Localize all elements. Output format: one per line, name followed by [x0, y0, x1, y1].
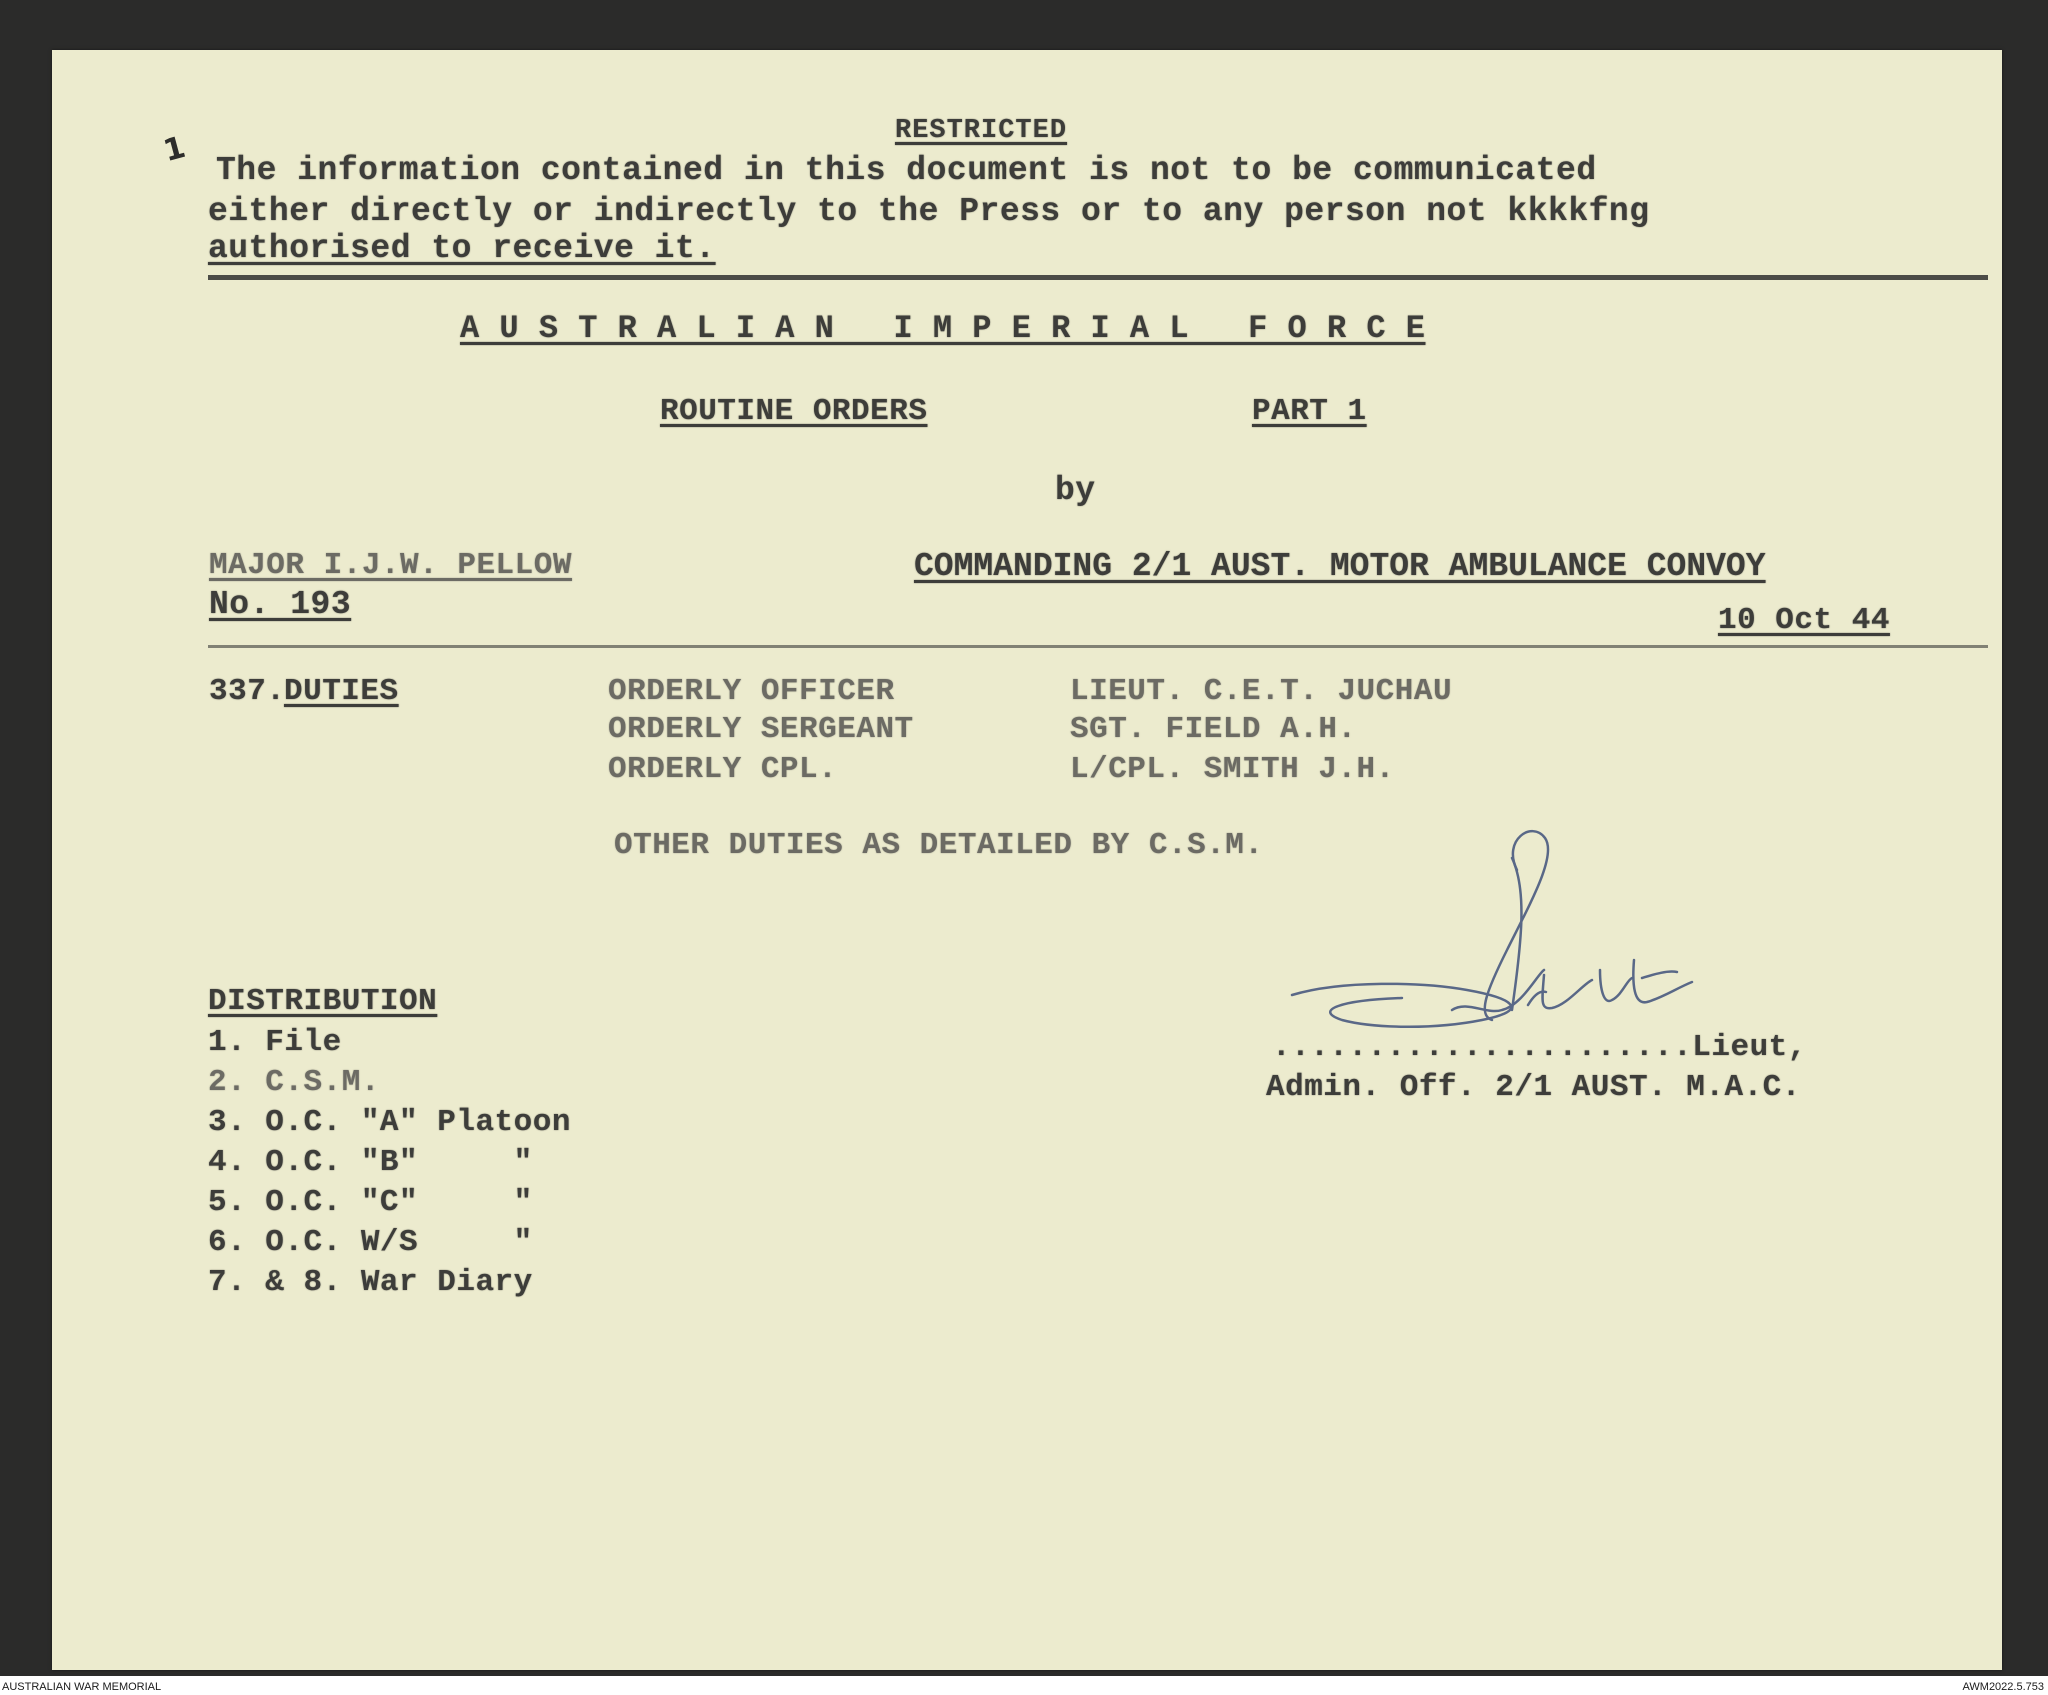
distribution-item: 7. & 8. War Diary	[208, 1265, 533, 1300]
notice-line-1: The information contained in this document is not to be communicated	[216, 152, 1597, 189]
distribution-item: 4. O.C. "B" "	[208, 1145, 533, 1180]
command-title: COMMANDING 2/1 AUST. MOTOR AMBULANCE CONVOY	[914, 548, 1766, 585]
footer-left: AUSTRALIAN WAR MEMORIAL	[2, 1681, 162, 1693]
footer-bar	[0, 1676, 2048, 1695]
duty-role-1: ORDERLY OFFICER	[608, 674, 895, 709]
distribution-item: 1. File	[208, 1025, 342, 1060]
orders-number: No. 193	[209, 586, 352, 623]
duty-role-3: ORDERLY CPL.	[608, 752, 838, 787]
section-rule	[208, 645, 1988, 648]
by-label: by	[1055, 472, 1096, 509]
footer-right: AWM2022.5.753	[1962, 1681, 2044, 1693]
notice-line-3: authorised to receive it.	[208, 230, 716, 267]
notice-line-2: either directly or indirectly to the Press or to any person not kkkkfng	[208, 193, 1650, 230]
duty-name-3: L/CPL. SMITH J.H.	[1070, 752, 1395, 787]
duties-heading: DUTIES	[284, 674, 399, 709]
commander-name: MAJOR I.J.W. PELLOW	[209, 548, 572, 583]
signature-line: ......................Lieut,	[1272, 1030, 1807, 1065]
document-page	[52, 50, 2002, 1670]
header-rule	[208, 275, 1988, 280]
duty-name-2: SGT. FIELD A.H.	[1070, 712, 1357, 747]
other-duties: OTHER DUTIES AS DETAILED BY C.S.M.	[614, 828, 1264, 863]
routine-orders: ROUTINE ORDERS	[660, 394, 928, 429]
document-title: A U S T R A L I A N I M P E R I A L F O R C E	[460, 310, 1426, 347]
distribution-item: 5. O.C. "C" "	[208, 1185, 533, 1220]
margin-mark: 1	[159, 129, 190, 170]
distribution-item: 2. C.S.M.	[208, 1065, 380, 1100]
orders-date: 10 Oct 44	[1718, 603, 1890, 638]
distribution-item: 3. O.C. "A" Platoon	[208, 1105, 571, 1140]
restricted-label: RESTRICTED	[895, 116, 1068, 146]
distribution-item: 6. O.C. W/S "	[208, 1225, 533, 1260]
distribution-heading: DISTRIBUTION	[208, 984, 438, 1019]
part-label: PART 1	[1252, 394, 1367, 429]
signature-title: Admin. Off. 2/1 AUST. M.A.C.	[1266, 1070, 1801, 1105]
duty-name-1: LIEUT. C.E.T. JUCHAU	[1070, 674, 1453, 709]
duty-role-2: ORDERLY SERGEANT	[608, 712, 914, 747]
order-number: 337.	[209, 674, 286, 709]
